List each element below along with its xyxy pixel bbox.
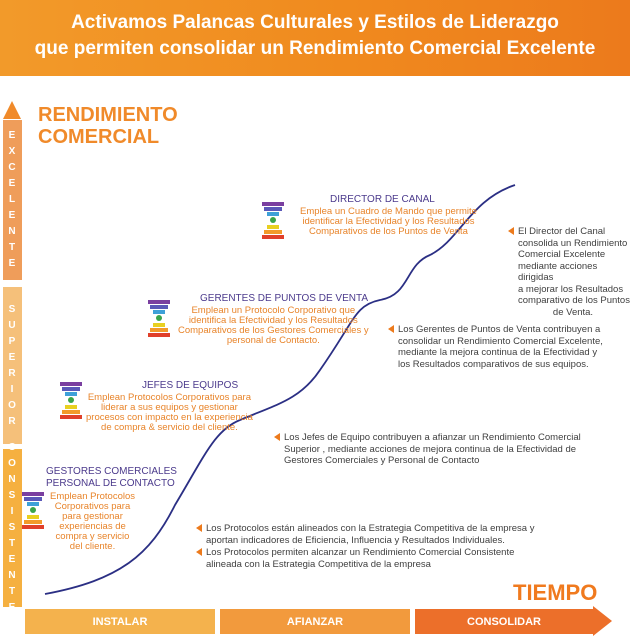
level-band-superior: S U P E R I O R: [3, 287, 22, 444]
role-gestores-title-line1: GESTORES COMERCIALES: [46, 466, 177, 477]
header-title-line2: que permiten consolidar un Rendimiento Comercial Excelente: [34, 38, 596, 59]
role-director-title: DIRECTOR DE CANAL: [330, 194, 435, 205]
y-axis-title-line2: COMERCIAL: [38, 126, 160, 148]
note-gerentes: Los Gerentes de Puntos de Venta contribuyen a consolidar un Rendimiento Comercial Excelente, mediante la mejora continua de la Efectividad y los Resultados comparativos de sus equipos.: [398, 324, 603, 370]
y-axis-title-line1: RENDIMIENTO: [38, 104, 178, 126]
level-band-consistente: C O N S I S T E N T E: [3, 449, 22, 607]
phase-instalar: INSTALAR: [25, 609, 215, 634]
role-gerentes-desc: Emplean un Protocolo Corporativo que identifica la Efectividad y los Resultados Comparativos de los Gestores Comerciales y personal de Contacto.: [178, 305, 369, 346]
role-jefes-desc: Emplean Protocolos Corporativos para liderar a sus equipos y gestionar procesos con impacto en la experiencia de compra & servicio del cliente.: [86, 392, 253, 433]
x-axis-title: TIEMPO: [513, 580, 598, 605]
role-jefes-title: JEFES DE EQUIPOS: [142, 380, 239, 391]
x-axis-arrow: [593, 606, 612, 636]
note-director: El Director del Canal consolida un Rendimiento Comercial Excelente mediante acciones dirigidas a mejorar los Resultados comparativo de los Puntos de Venta.: [518, 226, 630, 318]
y-axis-arrow: [3, 101, 21, 119]
phase-consolidar: CONSOLIDAR: [415, 609, 593, 634]
header-title-line1: Activamos Palancas Culturales y Estilos de Liderazgo: [71, 12, 559, 33]
phase-afianzar: AFIANZAR: [220, 609, 410, 634]
role-gestores-title-line2: PERSONAL DE CONTACTO: [46, 478, 175, 489]
note-arrow-icon: [508, 227, 514, 235]
role-gerentes-title: GERENTES DE PUNTOS DE VENTA: [200, 293, 368, 304]
note-arrow-icon: [196, 548, 202, 556]
role-gestores-desc: Emplean Protocolos Corporativos para para gestionar experiencias de compra y servicio del cliente.: [50, 491, 136, 552]
note-protocolos-2: Los Protocolos permiten alcanzar un Rendimiento Comercial Consistente alineada con la Estrategia Competitiva de la empresa: [206, 547, 514, 570]
level-band-excelente: E X C E L E N T E: [3, 120, 22, 280]
note-protocolos-1: Los Protocolos están alineados con la Estrategia Competitiva de la empresa y aportan indicadores de Eficiencia, Influencia y Resultados Individuales.: [206, 523, 534, 546]
role-director-desc: Emplea un Cuadro de Mando que permite identificar la Efectividad y los Resultados Comparativos de los Puntos de Venta: [300, 206, 477, 237]
note-arrow-icon: [196, 524, 202, 532]
note-arrow-icon: [388, 325, 394, 333]
note-jefes: Los Jefes de Equipo contribuyen a afianzar un Rendimiento Comercial Superior , mediante acciones de mejora continua de la Efectividad de Gestores Comerciales y Personal de Contacto: [284, 432, 581, 467]
note-arrow-icon: [274, 433, 280, 441]
